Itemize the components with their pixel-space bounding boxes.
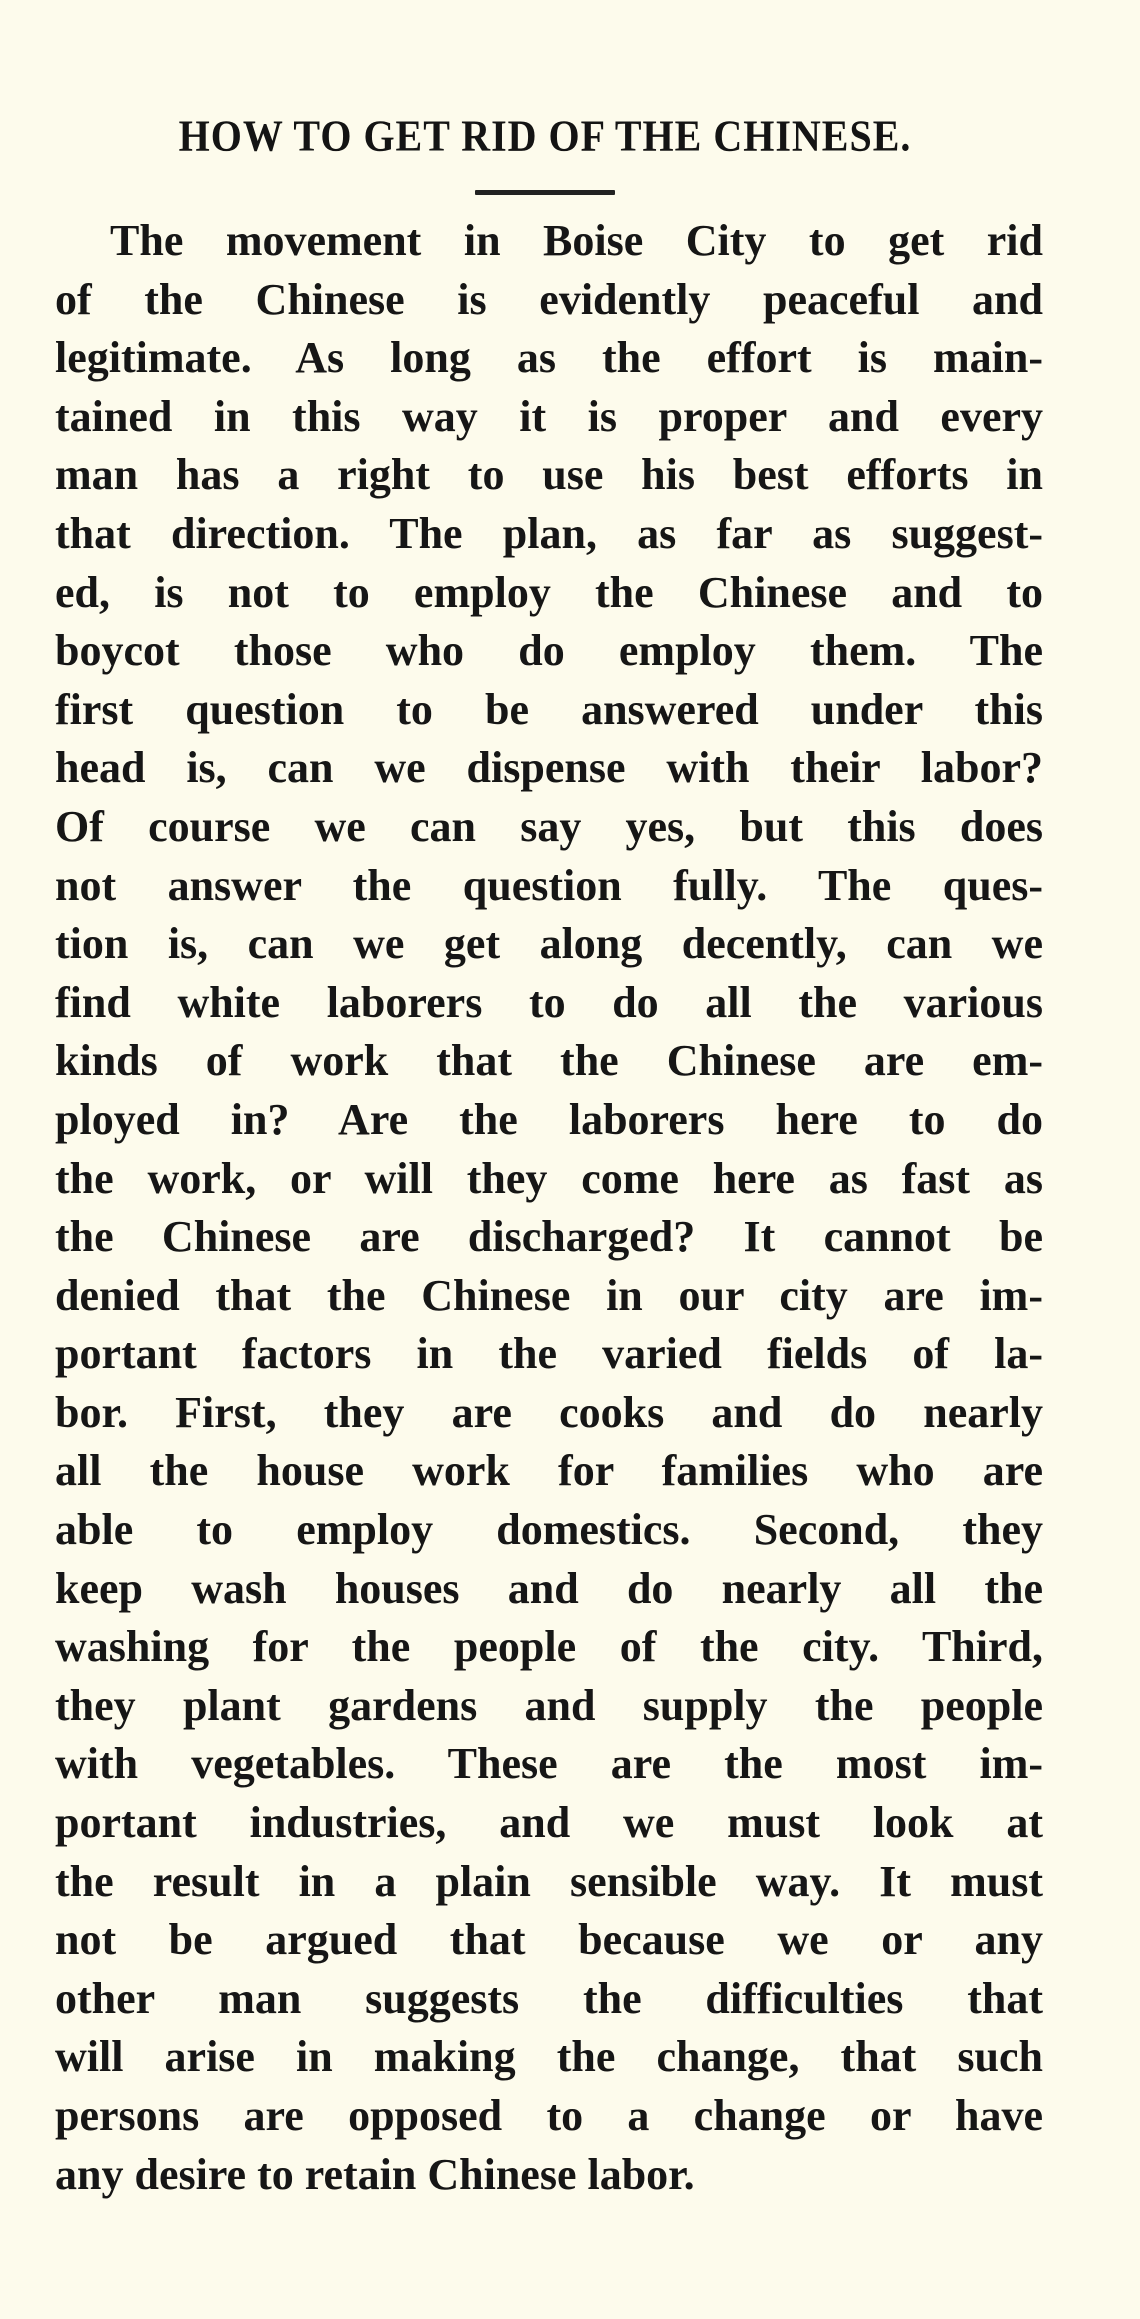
article-line: Of course we can say yes, but this does xyxy=(55,801,1043,851)
article-line: of the Chinese is evidently peaceful and xyxy=(55,274,1043,324)
article-line: ployed in? Are the laborers here to do xyxy=(55,1094,1043,1144)
article-body xyxy=(55,212,1043,2204)
article-line: tained in this way it is proper and every xyxy=(55,391,1043,441)
article-line: ed, is not to employ the Chinese and to xyxy=(55,567,1043,617)
article-line: washing for the people of the city. Third, xyxy=(55,1622,1043,1672)
headline-divider xyxy=(475,190,615,195)
article-line: not answer the question fully. The ques- xyxy=(55,860,1043,910)
article-line: tion is, can we get along decently, can we xyxy=(55,919,1043,969)
article-line: portant factors in the varied fields of la- xyxy=(55,1329,1043,1379)
article-line: that direction. The plan, as far as suggest- xyxy=(55,508,1043,558)
article-line: other man suggests the difficulties that xyxy=(55,1973,1043,2023)
article-line: The movement in Boise City to get rid xyxy=(110,216,1043,265)
article-line: bor. First, they are cooks and do nearly xyxy=(55,1387,1043,1437)
article-line: boycot those who do employ them. The xyxy=(55,626,1043,676)
article-line: find white laborers to do all the various xyxy=(55,977,1043,1027)
article-line: the result in a plain sensible way. It must xyxy=(55,1856,1043,1906)
headline: HOW TO GET RID OF THE CHINESE. xyxy=(178,110,912,161)
article-line: first question to be answered under this xyxy=(55,684,1043,734)
article-line: the work, or will they come here as fast as xyxy=(55,1153,1043,1203)
article-line: legitimate. As long as the effort is main- xyxy=(55,333,1043,383)
article-line: head is, can we dispense with their labor? xyxy=(55,743,1043,793)
article-line: kinds of work that the Chinese are em- xyxy=(55,1036,1043,1086)
article-line: persons are opposed to a change or have xyxy=(55,2091,1043,2140)
article-line: man has a right to use his best efforts in xyxy=(55,450,1043,500)
article-line: all the house work for families who are xyxy=(55,1446,1043,1496)
article-line: able to employ domestics. Second, they xyxy=(55,1505,1043,1555)
article-line: not be argued that because we or any xyxy=(55,1915,1043,1965)
article-line: portant industries, and we must look at xyxy=(55,1798,1043,1848)
article-line: the Chinese are discharged? It cannot be xyxy=(55,1212,1043,1262)
article-line: they plant gardens and supply the people xyxy=(55,1680,1043,1730)
article-line: denied that the Chinese in our city are im- xyxy=(55,1270,1043,1320)
article-line: with vegetables. These are the most im- xyxy=(55,1739,1043,1789)
article-line: any desire to retain Chinese labor. xyxy=(55,2149,695,2199)
article-line: will arise in making the change, that such xyxy=(55,2032,1043,2082)
article-line: keep wash houses and do nearly all the xyxy=(55,1563,1043,1613)
